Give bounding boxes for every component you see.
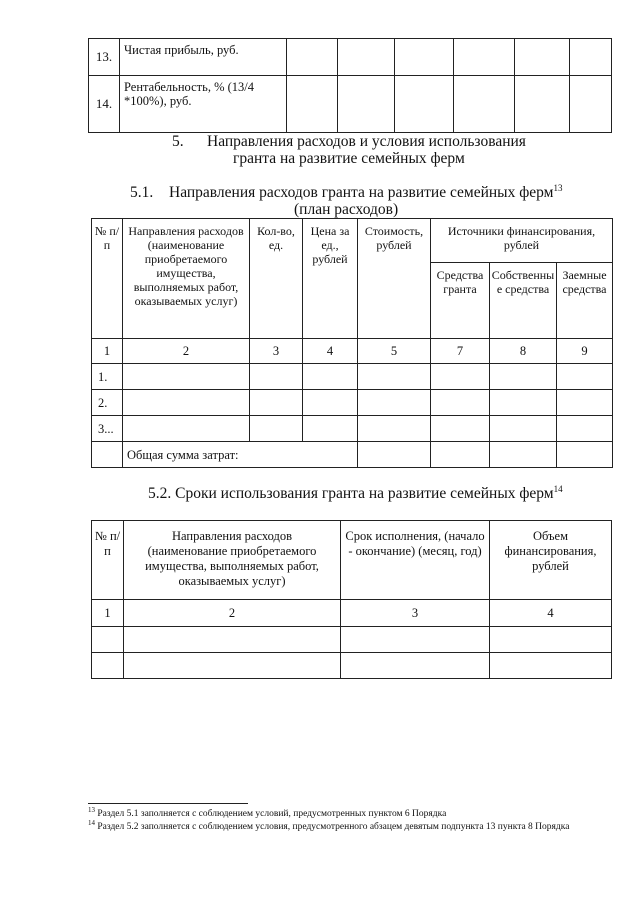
header-row [92,219,613,263]
indicators-table [88,38,612,133]
index-cell: 1 [92,600,124,627]
empty-cell [338,39,395,76]
empty-cell [123,364,250,390]
row-label: Чистая прибыль, руб. [120,39,287,76]
header-num: № п/п [92,521,124,600]
index-row [92,339,613,364]
footnote-ref-14: 14 [553,483,563,494]
table-row [89,76,612,133]
section-5-number: 5. [172,133,184,150]
footnote-separator [88,803,248,804]
index-cell: 4 [303,339,358,364]
row-number: 14. [89,76,120,133]
header-qty: Кол-во, ед. [250,219,303,339]
index-cell: 4 [490,600,612,627]
row-number: 2. [92,390,123,416]
empty-cell [395,76,454,133]
empty-cell [557,364,613,390]
empty-cell [338,76,395,133]
header-volume: Объем финансирования, рублей [490,521,612,600]
footnote-ref-13: 13 [553,182,563,193]
empty-cell [303,364,358,390]
empty-cell [124,627,341,653]
section-5-1-subtitle: (план расходов) [294,201,399,218]
empty-cell [431,416,490,442]
section-5-1-number: 5.1. [130,184,154,201]
empty-cell [515,76,570,133]
empty-cell [515,39,570,76]
index-row [92,600,612,627]
empty-cell [303,390,358,416]
empty-cell [454,39,515,76]
header-loan: Заемные средства [557,263,613,339]
index-cell: 1 [92,339,123,364]
empty-cell [431,442,490,468]
section-5-2-title [148,485,563,503]
empty-cell [341,653,490,679]
empty-cell [92,627,124,653]
index-cell: 3 [341,600,490,627]
empty-cell [341,627,490,653]
row-number: 3... [92,416,123,442]
empty-cell [287,76,338,133]
grant-usage-schedule-table [91,520,612,679]
empty-cell [250,390,303,416]
footnote-13 [88,805,608,820]
header-cost: Стоимость, рублей [358,219,431,339]
index-cell: 8 [490,339,557,364]
empty-cell [490,442,557,468]
empty-cell [431,390,490,416]
table-row [92,364,613,390]
table-row [89,39,612,76]
header-direction: Направления расходов (наименование приобретаемого имущества, выполняемых работ, оказываемых услуг) [123,219,250,339]
footnote-13-marker: 13 [88,805,95,814]
empty-cell [395,39,454,76]
empty-cell [303,416,358,442]
total-row [92,442,613,468]
header-sources: Источники финансирования, рублей [431,219,613,263]
row-number: 1. [92,364,123,390]
header-term: Срок исполнения, (начало - окончание) (месяц, год) [341,521,490,600]
index-cell: 3 [250,339,303,364]
index-cell: 5 [358,339,431,364]
row-label: Рентабельность, % (13/4 *100%), руб. [120,76,287,133]
empty-cell [454,76,515,133]
empty-cell [92,442,123,468]
index-cell: 7 [431,339,490,364]
row-number: 13. [89,39,120,76]
table-row [92,627,612,653]
empty-cell [358,416,431,442]
empty-cell [490,627,612,653]
footnote-13-text: Раздел 5.1 заполняется с соблюдением условий, предусмотренных пунктом 6 Порядка [97,809,447,819]
section-5-title-cont: гранта на развитие семейных ферм [233,150,465,167]
footnote-14 [88,818,608,833]
empty-cell [124,653,341,679]
header-grant: Средства гранта [431,263,490,339]
header-direction: Направления расходов (наименование приобретаемого имущества, выполняемых работ, оказываемых услуг) [124,521,341,600]
section-5-1-title-text: Направления расходов гранта на развитие семейных ферм [169,184,554,201]
footnote-14-marker: 14 [88,818,95,827]
empty-cell [490,390,557,416]
header-price: Цена за ед., рублей [303,219,358,339]
empty-cell [250,364,303,390]
header-row [92,521,612,600]
empty-cell [557,442,613,468]
empty-cell [570,76,612,133]
footnote-14-text: Раздел 5.2 заполняется с соблюдением условия, предусмотренного абзацем девятым подпункта 13 пункта 8 Порядка [97,822,570,832]
empty-cell [358,390,431,416]
empty-cell [92,653,124,679]
empty-cell [490,364,557,390]
section-5-title: Направления расходов и условия использования [207,133,526,150]
empty-cell [287,39,338,76]
empty-cell [123,390,250,416]
empty-cell [557,416,613,442]
table-row [92,653,612,679]
empty-cell [431,364,490,390]
empty-cell [557,390,613,416]
index-cell: 9 [557,339,613,364]
section-5-1-title [169,184,562,202]
index-cell: 2 [123,339,250,364]
empty-cell [123,416,250,442]
empty-cell [490,416,557,442]
total-cost-cell [358,442,431,468]
table-row [92,416,613,442]
expense-plan-table [91,218,613,468]
total-label: Общая сумма затрат: [123,442,358,468]
empty-cell [490,653,612,679]
empty-cell [250,416,303,442]
empty-cell [570,39,612,76]
table-row [92,390,613,416]
index-cell: 2 [124,600,341,627]
section-5-2-title-text: 5.2. Сроки использования гранта на развитие семейных ферм [148,485,554,502]
header-own: Собственные средства [490,263,557,339]
header-num: № п/п [92,219,123,339]
empty-cell [358,364,431,390]
